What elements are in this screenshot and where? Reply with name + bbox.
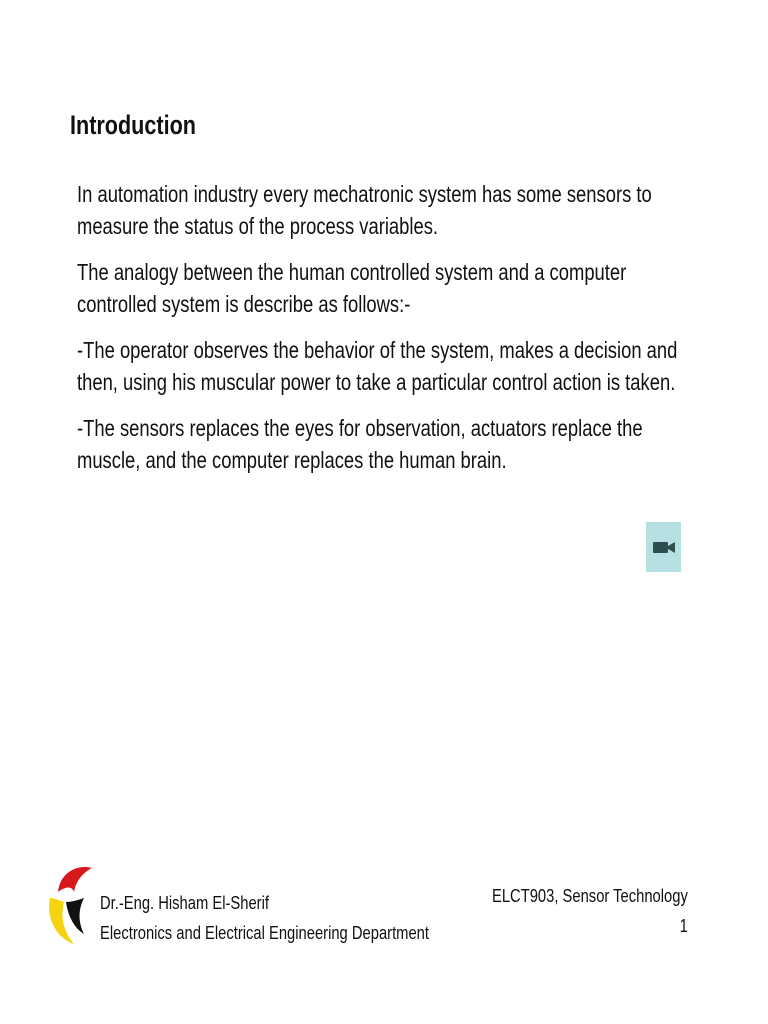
video-media-button[interactable] [646, 522, 681, 572]
logo-black-swoosh [66, 898, 84, 934]
logo-red-swoosh [58, 867, 92, 892]
footer-author-block [100, 888, 429, 948]
paragraph-operator: -The operator observes the behavior of the system, makes a decision and then, using his muscular power to take a particular control action is taken. [77, 337, 678, 395]
paragraph-analogy: The analogy between the human controlled system and a computer controlled system is describe as follows:- [77, 259, 627, 317]
footer-author: Dr.-Eng. Hisham El-Sherif [100, 893, 269, 913]
slide-body [77, 178, 701, 490]
paragraph-intro: In automation industry every mechatronic system has some sensors to measure the status of the process variables. [77, 181, 652, 239]
footer-course: ELCT903, Sensor Technology [492, 886, 688, 906]
slide-title: Introduction [70, 110, 196, 140]
page-number: 1 [679, 916, 688, 936]
university-logo [44, 862, 96, 946]
video-camera-icon [652, 539, 676, 555]
footer-department: Electronics and Electrical Engineering Department [100, 923, 429, 943]
footer-course-block [492, 881, 688, 941]
paragraph-sensors: -The sensors replaces the eyes for observation, actuators replace the muscle, and the computer replaces the human brain. [77, 415, 643, 473]
